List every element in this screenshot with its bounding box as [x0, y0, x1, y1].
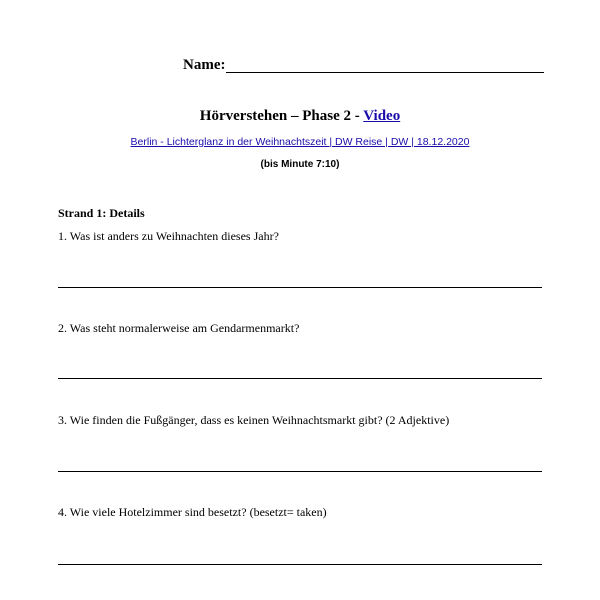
- question-4: 4. Wie viele Hotelzimmer sind besetzt? (besetzt= taken): [58, 505, 327, 519]
- section-title: Strand 1: Details: [58, 206, 145, 220]
- title-text: Hörverstehen – Phase 2 -: [199, 108, 364, 124]
- answer-line-1[interactable]: [58, 287, 542, 288]
- question-1: 1. Was ist anders zu Weihnachten dieses Jahr?: [58, 229, 279, 243]
- source-subtitle: [0, 136, 600, 148]
- answer-line-2[interactable]: [58, 378, 542, 379]
- name-label: Name:: [183, 57, 226, 73]
- answer-line-4[interactable]: [58, 564, 542, 565]
- page-title: [0, 108, 600, 125]
- answer-line-3[interactable]: [58, 471, 542, 472]
- question-3: 3. Wie finden die Fußgänger, dass es keinen Weihnachtsmarkt gibt? (2 Adjektive): [58, 413, 450, 427]
- minute-note: (bis Minute 7:10): [260, 159, 340, 170]
- name-line[interactable]: [226, 72, 544, 73]
- question-2: 2. Was steht normalerweise am Gendarmenmarkt?: [58, 321, 300, 335]
- video-link[interactable]: Video: [363, 108, 401, 124]
- source-link[interactable]: Berlin - Lichterglanz in der Weihnachtszeit | DW Reise | DW | 18.12.2020: [130, 136, 470, 148]
